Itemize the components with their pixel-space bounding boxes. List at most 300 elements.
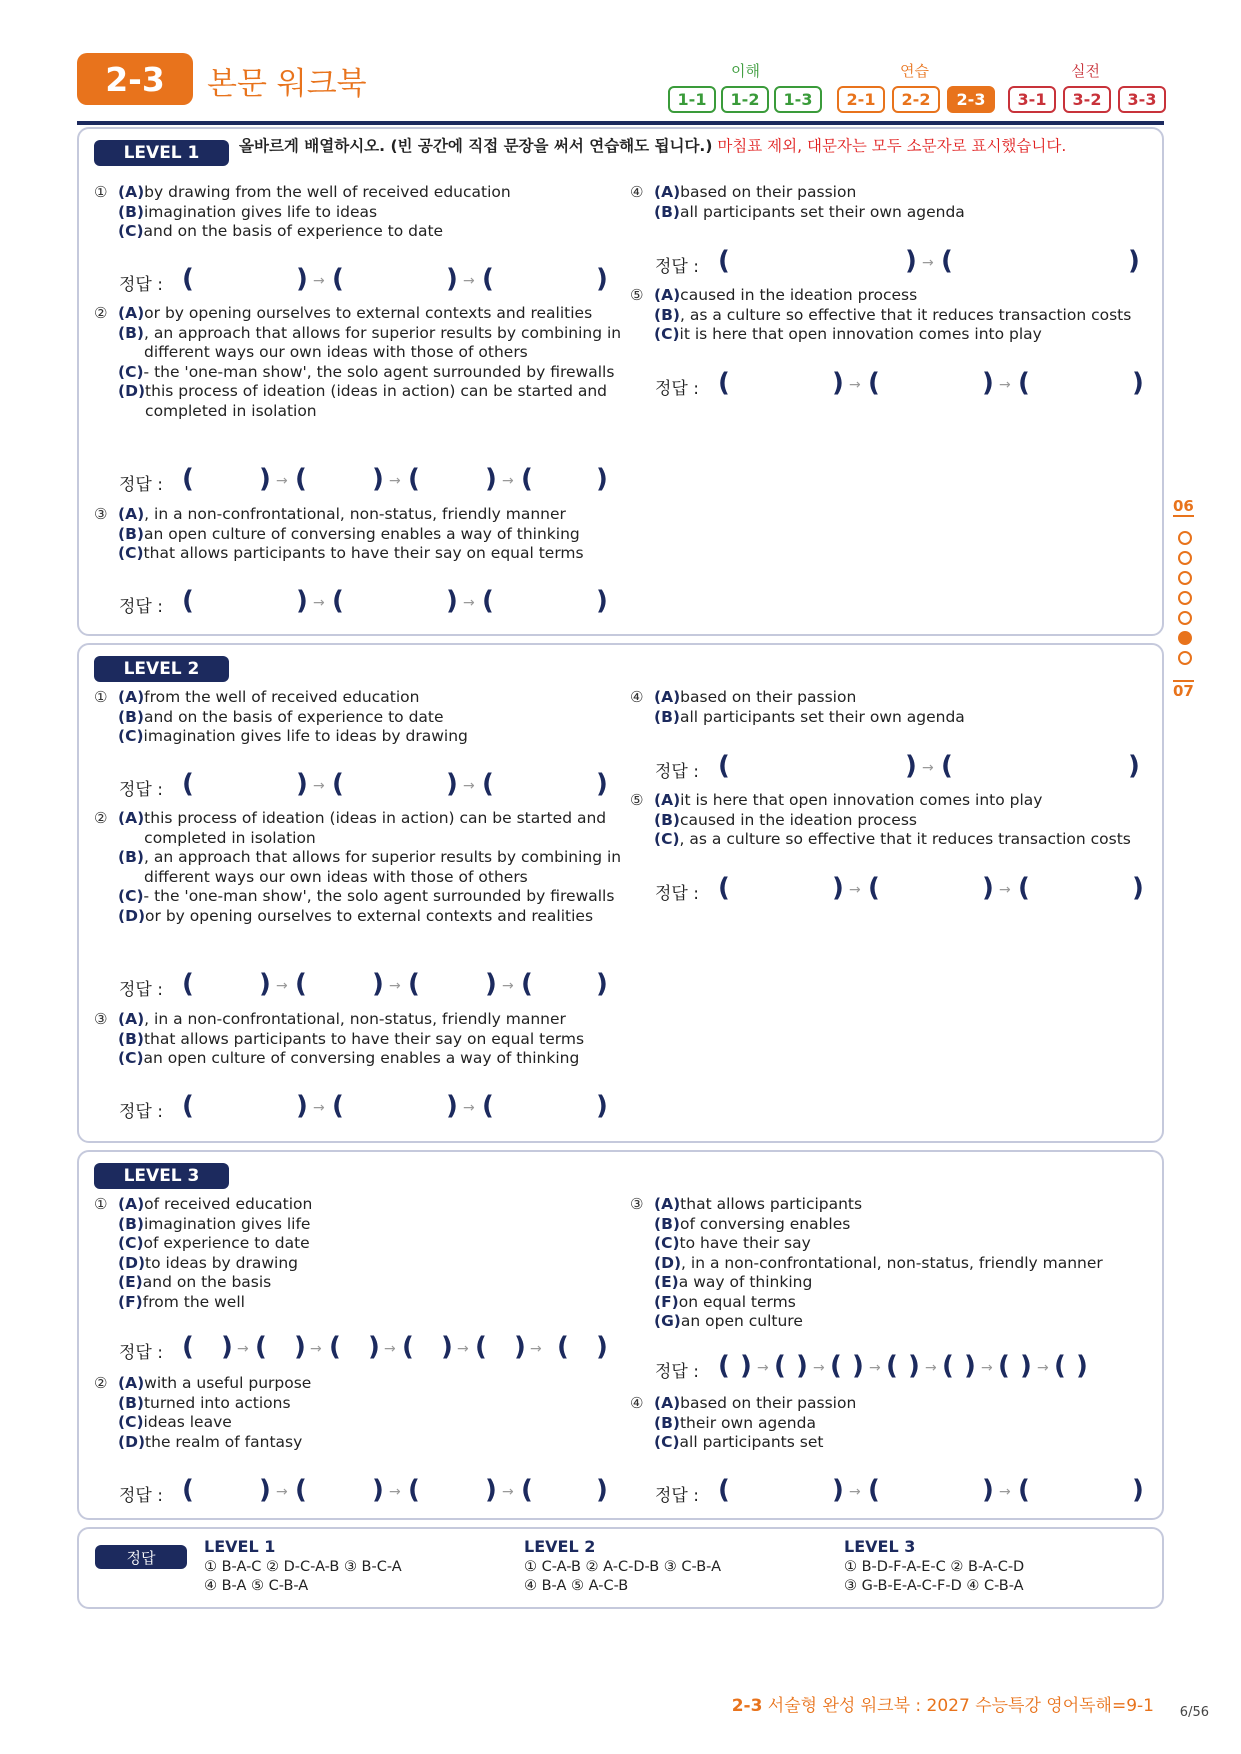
- footer-lesson: 2-3: [731, 1696, 763, 1716]
- question-number: ④: [630, 688, 644, 706]
- paren: (: [482, 264, 494, 294]
- paren: ): [982, 1475, 994, 1505]
- l1-q3: [94, 505, 624, 564]
- instruction: [239, 137, 1154, 156]
- paren: ): [905, 751, 917, 781]
- option-label: (A): [654, 286, 681, 304]
- paren: ): [832, 368, 844, 398]
- level1-tab: LEVEL 1: [94, 140, 229, 166]
- l1-q5-answer[interactable]: [655, 368, 1144, 401]
- l2-q4-answer[interactable]: [655, 751, 1140, 784]
- l3-q2: [94, 1374, 614, 1452]
- option-label: (B): [118, 524, 144, 543]
- footer-title: [732, 1691, 1154, 1716]
- paren: (: [557, 1332, 569, 1362]
- arrow-icon: →: [530, 1341, 542, 1357]
- answer-label: 정답 :: [655, 257, 699, 277]
- paren: ): [485, 969, 497, 999]
- footer-book-title: 서술형 완성 워크북 : 2027 수능특강 영어독해=9-1: [762, 1696, 1154, 1716]
- paren: (: [408, 969, 420, 999]
- paren: (: [255, 1332, 267, 1362]
- paren: (: [868, 873, 880, 903]
- arrow-icon: →: [313, 273, 325, 289]
- paren: (: [868, 368, 880, 398]
- option-label: (B): [118, 1029, 144, 1048]
- option-label: (A): [654, 791, 681, 809]
- paren: ): [596, 969, 608, 999]
- option-label: (A): [118, 809, 145, 827]
- arrow-icon: →: [925, 1360, 937, 1376]
- paren: (: [1054, 1351, 1066, 1381]
- option-text: or by opening ourselves to external contexts and realities: [144, 304, 593, 322]
- side-section-start: 06: [1173, 497, 1194, 515]
- option-text: , as a culture so effective that it reduces transaction costs: [679, 830, 1131, 848]
- option-label: (F): [654, 1292, 679, 1311]
- answer-key-heading: LEVEL 3: [844, 1537, 916, 1556]
- arrow-icon: →: [849, 882, 861, 898]
- paren: ): [982, 873, 994, 903]
- paren: ): [296, 1091, 308, 1121]
- option-text: , in a non-confrontational, non-status, friendly manner: [681, 1253, 1103, 1272]
- paren: (: [182, 264, 194, 294]
- level2-panel: [77, 643, 1164, 1143]
- l2-q5: [630, 791, 1150, 850]
- paren: ): [294, 1332, 306, 1362]
- answer-label: 정답 :: [119, 275, 163, 295]
- l3-q3: [630, 1195, 1155, 1332]
- arrow-icon: →: [922, 760, 934, 776]
- arrow-icon: →: [999, 882, 1011, 898]
- paren: (: [182, 969, 194, 999]
- nav-tab-3-2[interactable]: 3-2: [1063, 86, 1111, 113]
- arrow-icon: →: [502, 473, 514, 489]
- progress-dot[interactable]: [1178, 651, 1192, 665]
- answer-label: 정답 :: [119, 1343, 163, 1363]
- l3-q4-answer[interactable]: [655, 1475, 1144, 1508]
- question-number: ①: [94, 1195, 108, 1213]
- answer-label: 정답 :: [655, 1362, 699, 1382]
- paren: ): [1132, 873, 1144, 903]
- option-label: (B): [118, 707, 144, 726]
- option-label: (C): [118, 887, 144, 905]
- option-text: , an approach that allows for superior results by combining in different ways our own ideas with those of others: [143, 323, 622, 361]
- option-label: (C): [118, 1234, 144, 1252]
- option-label: (D): [118, 1432, 146, 1451]
- option-text: an open culture: [680, 1312, 803, 1330]
- paren: ): [596, 1475, 608, 1505]
- paren: (: [1018, 1475, 1030, 1505]
- option-label: (B): [654, 1214, 680, 1233]
- paren: (: [718, 368, 730, 398]
- paren: (: [941, 751, 953, 781]
- paren: (: [475, 1332, 487, 1362]
- option-label: (A): [654, 1394, 681, 1412]
- option-text: to ideas by drawing: [145, 1253, 299, 1272]
- option-label: (B): [654, 810, 680, 829]
- option-label: (A): [654, 1195, 681, 1213]
- question-number: ③: [94, 505, 108, 523]
- progress-dot[interactable]: [1178, 551, 1192, 565]
- paren: (: [482, 1091, 494, 1121]
- paren: ): [368, 1332, 380, 1362]
- l2-q3-answer[interactable]: [119, 1091, 608, 1124]
- option-text: , an approach that allows for superior results by combining in different ways our own ideas with those of others: [143, 848, 622, 886]
- question-number: ③: [94, 1010, 108, 1028]
- arrow-icon: →: [389, 1484, 401, 1500]
- nav-tab-3-1[interactable]: 3-1: [1008, 86, 1056, 113]
- paren: ): [296, 264, 308, 294]
- paren: (: [182, 1332, 194, 1362]
- option-label: (E): [654, 1273, 679, 1291]
- paren: (: [182, 464, 194, 494]
- paren: (: [182, 1475, 194, 1505]
- answer-key-line: ① B-D-F-A-E-C ② B-A-C-D: [844, 1559, 1025, 1575]
- answer-key: [77, 1527, 1164, 1609]
- paren: ): [446, 769, 458, 799]
- paren: (: [868, 1475, 880, 1505]
- l1-q1-answer[interactable]: [119, 264, 608, 297]
- nav-tab-1-3[interactable]: 1-3: [774, 86, 822, 113]
- paren: (: [332, 1091, 344, 1121]
- l3-q2-answer[interactable]: [119, 1475, 608, 1508]
- answer-key-line: ① B-A-C ② D-C-A-B ③ B-C-A: [204, 1559, 402, 1575]
- answer-label: 정답 :: [119, 475, 163, 495]
- l1-q2-answer[interactable]: [119, 464, 608, 497]
- nav-tab-2-2[interactable]: 2-2: [892, 86, 940, 113]
- option-text: on equal terms: [678, 1292, 796, 1311]
- question-number: ③: [630, 1195, 644, 1213]
- answer-label: 정답 :: [119, 980, 163, 1000]
- answer-key-level2: [524, 1537, 721, 1596]
- paren: (: [408, 464, 420, 494]
- arrow-icon: →: [922, 255, 934, 271]
- paren: ): [372, 1475, 384, 1505]
- l3-q1: [94, 1195, 614, 1312]
- paren: ): [372, 464, 384, 494]
- option-label: (E): [118, 1273, 143, 1291]
- l2-q1: [94, 688, 614, 747]
- option-label: (B): [654, 1413, 680, 1432]
- option-label: (B): [654, 202, 680, 221]
- paren: ): [905, 246, 917, 276]
- option-label: (A): [118, 304, 145, 322]
- answer-key-line: ① C-A-B ② A-C-D-B ③ C-B-A: [524, 1559, 721, 1575]
- paren: (: [295, 1475, 307, 1505]
- question-number: ①: [94, 183, 108, 201]
- arrow-icon: →: [869, 1360, 881, 1376]
- option-text: that allows participants to have their say on equal terms: [143, 544, 584, 562]
- arrow-icon: →: [276, 473, 288, 489]
- answer-key-tab: 정답: [95, 1545, 187, 1569]
- paren: ): [259, 1475, 271, 1505]
- arrow-icon: →: [237, 1341, 249, 1357]
- option-label: (B): [118, 1393, 144, 1412]
- paren: (: [332, 264, 344, 294]
- option-label: (B): [118, 202, 144, 221]
- l3-q1-answer[interactable]: [119, 1332, 608, 1365]
- paren: ): [485, 1475, 497, 1505]
- page-number: 6/56: [1179, 1705, 1209, 1720]
- paren: (: [295, 464, 307, 494]
- option-label: (G): [654, 1312, 681, 1330]
- answer-label: 정답 :: [119, 597, 163, 617]
- nav-tab-1-1[interactable]: 1-1: [668, 86, 716, 113]
- option-label: (A): [118, 505, 145, 523]
- option-text: an open culture of conversing enables a way of thinking: [143, 524, 580, 543]
- option-text: caused in the ideation process: [679, 810, 917, 829]
- l1-q2: [94, 304, 629, 421]
- arrow-icon: →: [999, 377, 1011, 393]
- arrow-icon: →: [276, 1484, 288, 1500]
- question-number: ⑤: [630, 791, 644, 809]
- l2-q3: [94, 1010, 624, 1069]
- paren: (: [1018, 368, 1030, 398]
- option-label: (C): [118, 1049, 144, 1067]
- paren: ): [796, 1351, 808, 1381]
- option-text: based on their passion: [680, 688, 857, 706]
- paren: (: [718, 246, 730, 276]
- option-text: by drawing from the well of received education: [144, 183, 511, 201]
- l2-q5-answer[interactable]: [655, 873, 1144, 906]
- paren: ): [296, 769, 308, 799]
- nav-tab-2-3[interactable]: 2-3: [947, 86, 995, 113]
- l2-q1-answer[interactable]: [119, 769, 608, 802]
- paren: ): [446, 1091, 458, 1121]
- option-text: an open culture of conversing enables a way of thinking: [143, 1049, 580, 1067]
- paren: ): [832, 1475, 844, 1505]
- paren: (: [402, 1332, 414, 1362]
- option-text: of conversing enables: [679, 1214, 851, 1233]
- option-text: all participants set: [679, 1433, 824, 1451]
- option-text: ideas leave: [143, 1413, 232, 1431]
- arrow-icon: →: [849, 377, 861, 393]
- paren: (: [886, 1351, 898, 1381]
- paren: ): [1132, 1475, 1144, 1505]
- paren: (: [718, 751, 730, 781]
- l1-q4: [630, 183, 1150, 222]
- nav-tab-2-1[interactable]: 2-1: [837, 86, 885, 113]
- nav-group-label-real: 실전: [1071, 62, 1100, 80]
- arrow-icon: →: [463, 778, 475, 794]
- paren: (: [1018, 873, 1030, 903]
- paren: ): [259, 464, 271, 494]
- option-label: (F): [118, 1292, 143, 1311]
- option-label: (B): [118, 1214, 144, 1233]
- question-number: ④: [630, 1394, 644, 1412]
- answer-label: 정답 :: [119, 780, 163, 800]
- option-label: (C): [118, 544, 144, 562]
- option-label: (A): [654, 688, 681, 706]
- answer-label: 정답 :: [655, 379, 699, 399]
- side-section-end: 07: [1173, 682, 1194, 700]
- paren: (: [998, 1351, 1010, 1381]
- level3-tab: LEVEL 3: [94, 1163, 229, 1189]
- option-text: or by opening ourselves to external contexts and realities: [145, 906, 594, 925]
- l1-q3-answer[interactable]: [119, 586, 608, 619]
- answer-key-line: ③ G-B-E-A-C-F-D ④ C-B-A: [844, 1578, 1024, 1594]
- l1-q5: [630, 286, 1150, 345]
- arrow-icon: →: [502, 1484, 514, 1500]
- paren: ): [596, 1091, 608, 1121]
- paren: ): [514, 1332, 526, 1362]
- paren: ): [596, 586, 608, 616]
- arrow-icon: →: [463, 1100, 475, 1116]
- option-text: all participants set their own agenda: [679, 202, 965, 221]
- question-number: ②: [94, 1374, 108, 1392]
- l2-q2-answer[interactable]: [119, 969, 608, 1002]
- option-label: (B): [118, 323, 144, 342]
- answer-key-heading: LEVEL 1: [204, 1537, 276, 1556]
- paren: (: [941, 246, 953, 276]
- paren: ): [596, 464, 608, 494]
- option-text: of received education: [144, 1195, 313, 1213]
- option-label: (C): [118, 727, 144, 745]
- option-text: turned into actions: [143, 1393, 291, 1412]
- question-number: ②: [94, 809, 108, 827]
- paren: ): [259, 969, 271, 999]
- option-label: (C): [118, 1413, 144, 1431]
- paren: (: [329, 1332, 341, 1362]
- nav-tab-1-2[interactable]: 1-2: [721, 86, 769, 113]
- progress-dot[interactable]: [1178, 571, 1192, 585]
- question-number: ⑤: [630, 286, 644, 304]
- option-label: (B): [654, 305, 680, 324]
- paren: ): [832, 873, 844, 903]
- arrow-icon: →: [813, 1360, 825, 1376]
- level2-tab: LEVEL 2: [94, 656, 229, 682]
- question-number: ④: [630, 183, 644, 201]
- arrow-icon: →: [313, 595, 325, 611]
- option-text: it is here that open innovation comes into play: [680, 791, 1043, 809]
- l1-q1: [94, 183, 614, 242]
- paren: (: [182, 769, 194, 799]
- arrow-icon: →: [1037, 1360, 1049, 1376]
- answer-key-level1: [204, 1537, 402, 1596]
- l1-q4-answer[interactable]: [655, 246, 1140, 279]
- option-text: and on the basis: [142, 1273, 272, 1291]
- l2-q2: [94, 809, 629, 926]
- option-text: with a useful purpose: [144, 1374, 312, 1392]
- l2-q4: [630, 688, 1150, 727]
- instruction-part1: 올바르게 배열하시오.: [239, 137, 391, 155]
- instruction-part3: 마침표 제외, 대문자는 모두 소문자로 표시했습니다.: [712, 137, 1067, 155]
- option-text: imagination gives life: [143, 1214, 311, 1233]
- l3-q3-answer[interactable]: [655, 1351, 1135, 1384]
- paren: ): [1076, 1351, 1088, 1381]
- arrow-icon: →: [463, 595, 475, 611]
- level1-panel: [77, 127, 1164, 636]
- arrow-icon: →: [310, 1341, 322, 1357]
- option-label: (C): [654, 1234, 680, 1252]
- paren: ): [446, 264, 458, 294]
- option-text: based on their passion: [680, 1394, 857, 1412]
- option-label: (D): [118, 906, 146, 925]
- paren: (: [182, 586, 194, 616]
- option-text: their own agenda: [679, 1413, 816, 1432]
- paren: (: [482, 769, 494, 799]
- paren: ): [221, 1332, 233, 1362]
- option-label: (D): [654, 1253, 682, 1272]
- option-label: (C): [118, 222, 144, 240]
- option-text: to have their say: [679, 1234, 811, 1252]
- option-label: (C): [654, 1433, 680, 1451]
- question-number: ②: [94, 304, 108, 322]
- paren: (: [408, 1475, 420, 1505]
- paren: ): [372, 969, 384, 999]
- paren: (: [482, 586, 494, 616]
- paren: (: [332, 769, 344, 799]
- option-text: a way of thinking: [678, 1273, 813, 1291]
- paren: ): [596, 264, 608, 294]
- progress-dot[interactable]: [1178, 531, 1192, 545]
- option-text: , in a non-confrontational, non-status, friendly manner: [144, 1010, 566, 1028]
- option-text: and on the basis of experience to date: [143, 707, 444, 726]
- option-text: it is here that open innovation comes into play: [679, 325, 1042, 343]
- option-text: from the well: [142, 1292, 245, 1311]
- answer-label: 정답 :: [119, 1102, 163, 1122]
- option-text: this process of ideation (ideas in action) can be started and completed in isolation: [145, 382, 608, 420]
- answer-label: 정답 :: [655, 1486, 699, 1506]
- nav-tab-3-3[interactable]: 3-3: [1118, 86, 1166, 113]
- paren: ): [1132, 368, 1144, 398]
- arrow-icon: →: [502, 978, 514, 994]
- option-text: this process of ideation (ideas in action) can be started and completed in isolation: [144, 809, 607, 847]
- arrow-icon: →: [276, 978, 288, 994]
- option-text: that allows participants to have their say on equal terms: [143, 1029, 585, 1048]
- l3-q4: [630, 1394, 1150, 1453]
- arrow-icon: →: [313, 778, 325, 794]
- arrow-icon: →: [389, 473, 401, 489]
- option-label: (C): [654, 830, 680, 848]
- option-label: (C): [118, 362, 144, 381]
- option-label: (D): [118, 1253, 146, 1272]
- option-label: (A): [654, 183, 681, 201]
- paren: (: [718, 873, 730, 903]
- paren: ): [964, 1351, 976, 1381]
- option-text: from the well of received education: [144, 688, 420, 706]
- paren: (: [182, 1091, 194, 1121]
- progress-dot-active[interactable]: [1178, 631, 1192, 645]
- answer-label: 정답 :: [655, 762, 699, 782]
- progress-dot[interactable]: [1178, 591, 1192, 605]
- option-text: caused in the ideation process: [680, 286, 918, 304]
- instruction-part2: (빈 공간에 직접 문장을 써서 연습해도 됩니다.): [390, 137, 713, 155]
- arrow-icon: →: [463, 273, 475, 289]
- header-divider: [77, 121, 1164, 125]
- paren: (: [332, 586, 344, 616]
- option-label: (A): [118, 1374, 145, 1392]
- option-label: (D): [118, 382, 146, 400]
- paren: (: [295, 969, 307, 999]
- option-text: imagination gives life to ideas by drawing: [143, 727, 468, 745]
- option-text: the realm of fantasy: [145, 1432, 303, 1451]
- paren: ): [296, 586, 308, 616]
- level3-panel: [77, 1150, 1164, 1520]
- answer-key-line: ④ B-A ⑤ A-C-B: [524, 1578, 629, 1594]
- option-text: all participants set their own agenda: [679, 707, 965, 726]
- arrow-icon: →: [457, 1341, 469, 1357]
- arrow-icon: →: [981, 1360, 993, 1376]
- nav-group-label-practice: 연습: [900, 62, 929, 80]
- answer-label: 정답 :: [119, 1486, 163, 1506]
- option-text: imagination gives life to ideas: [143, 202, 378, 221]
- progress-dot[interactable]: [1178, 611, 1192, 625]
- option-label: (A): [118, 183, 145, 201]
- option-text: - the 'one-man show', the solo agent surrounded by firewalls: [143, 887, 615, 905]
- paren: (: [718, 1475, 730, 1505]
- option-label: (A): [118, 1010, 145, 1028]
- paren: ): [1128, 751, 1140, 781]
